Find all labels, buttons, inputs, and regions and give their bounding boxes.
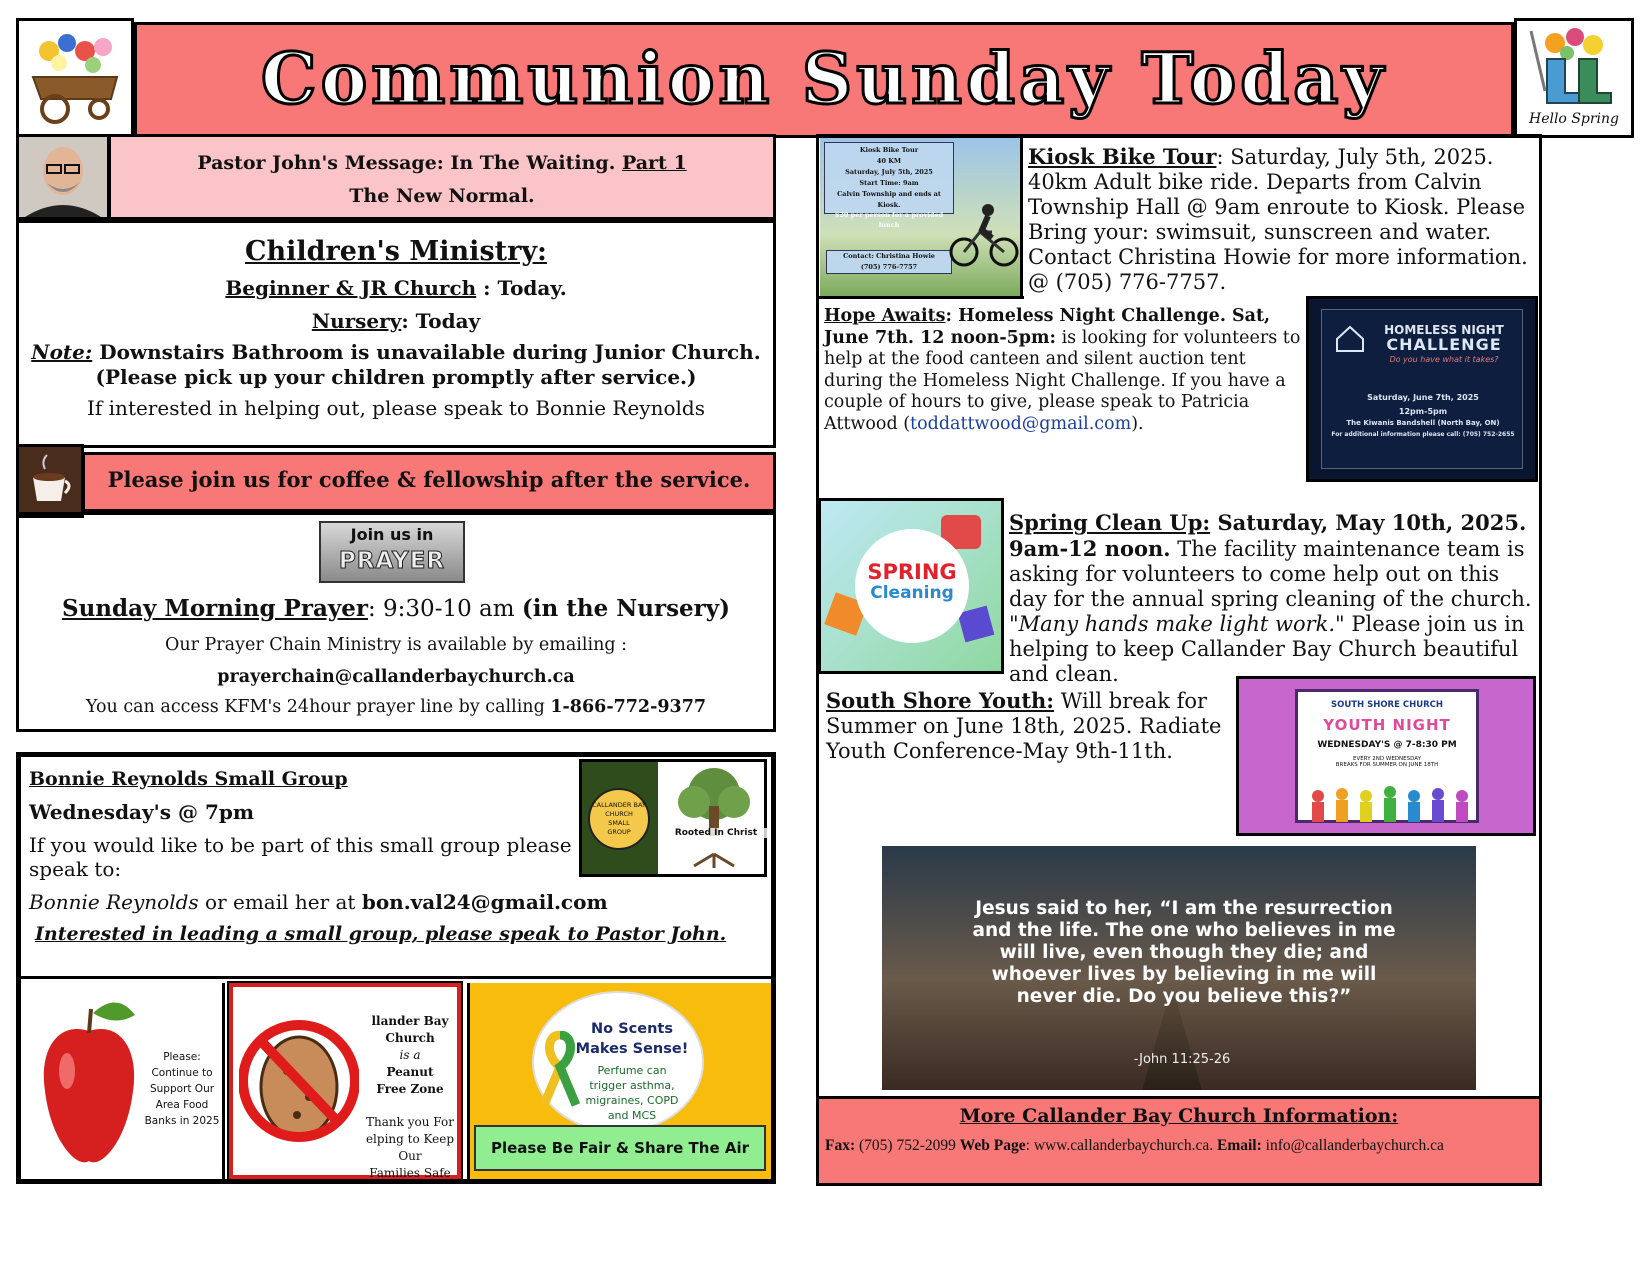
childrens-ministry-box: [16, 220, 776, 448]
fax-label: Fax:: [825, 1137, 856, 1154]
hope-text: [824, 306, 1306, 435]
tree-caption: Rooted In Christ: [664, 828, 768, 838]
kiosk-divider-bottom: [816, 296, 1024, 299]
kiosk-poster-line-5: Calvin Township and ends at Kiosk.: [837, 190, 941, 209]
food-bank-line-1: Please:: [163, 1051, 201, 1063]
peanut-free-panel: [229, 983, 461, 1179]
no-scents-body: [564, 1063, 700, 1123]
no-scents-line-1: Perfume can: [597, 1064, 667, 1077]
prayer-chain-text: Our Prayer Chain Ministry is available by emailing :: [164, 635, 628, 655]
bible-verse-image: [882, 846, 1476, 1090]
pastor-photo: [16, 134, 110, 220]
join-prayer-badge-bottom: PRAYER: [338, 548, 446, 574]
kiosk-title: Kiosk Bike Tour: [1028, 144, 1217, 169]
prayer-time: : 9:30-10 am: [367, 596, 522, 622]
hope-title: Hope Awaits: [824, 306, 946, 326]
small-group-leading: Interested in leading a small group, please speak to Pastor John.: [35, 923, 727, 945]
badge-line-4: GROUP: [607, 828, 631, 836]
small-group-graphic: [579, 759, 767, 877]
hope-email-link[interactable]: toddattwood@gmail.com: [910, 413, 1132, 434]
spring-cleaning-graphic: [818, 498, 1004, 674]
page-title: Communion Sunday Today: [260, 37, 1388, 120]
youth-text: [826, 688, 1230, 764]
coffee-photo: [16, 444, 84, 518]
food-bank-line-2: Continue to: [151, 1067, 213, 1079]
kiosk-poster-line-3: Saturday, July 5th, 2025: [845, 168, 933, 176]
kiosk-poster-line-4: Start Time: 9am: [859, 179, 919, 187]
youth-title: South Shore Youth:: [826, 688, 1055, 713]
badge-line-3: SMALL: [608, 819, 630, 827]
youth-poster-title: YOUTH NIGHT: [1323, 716, 1451, 734]
homeless-poster-title-2: CHALLENGE: [1386, 335, 1502, 354]
spring-cleaning-circle: [855, 529, 969, 643]
childrens-help-text: If interested in helping out, please speak to Bonnie Reynolds: [87, 396, 705, 420]
small-group-heading: Bonnie Reynolds Small Group: [29, 768, 348, 790]
small-group-inner: [21, 757, 771, 979]
hello-spring-caption: Hello Spring: [1528, 111, 1620, 127]
email-address[interactable]: info@callanderbaychurch.ca: [1261, 1137, 1444, 1154]
small-group-contact-mid: or email her at: [198, 890, 362, 914]
food-bank-text: [141, 1049, 223, 1129]
spring-body: The facility maintenance team is asking for volunteers to come help out on this day for the annual spring cleaning of the church.: [1009, 537, 1532, 611]
join-prayer-badge: [319, 521, 465, 583]
note-text: Downstairs Bathroom is unavailable during Junior Church.: [92, 340, 761, 364]
nursery-label: Nursery: [311, 309, 402, 333]
pastor-message-subtitle: The New Normal.: [349, 185, 535, 207]
kfm-text: You can access KFM's 24hour prayer line by calling: [85, 697, 551, 717]
badge-line-1: CALLANDER BAY: [592, 801, 646, 809]
peanut-text: [359, 1013, 461, 1182]
title-banner: [134, 22, 1514, 138]
youth-poster-when: WEDNESDAY'S @ 7-8:30 PM: [1317, 740, 1457, 750]
peanut-line-4: Free Zone: [376, 1082, 444, 1096]
house-icon: [1333, 321, 1367, 355]
peanut-line-5: Thank you For: [366, 1115, 454, 1129]
beginner-value: : Today.: [476, 276, 567, 300]
homeless-poster-info: For additional information please call: (705) 752-2655: [1331, 431, 1515, 438]
bible-verse-text: Jesus said to her, “I am the resurrection and the life. The one who believes in me will live, even though they die; and whoever lives by believing in me will never die. Do you believe this?”: [972, 898, 1396, 1007]
church-info-line: [825, 1135, 1539, 1157]
kfm-phone: 1-866-772-9377: [550, 697, 707, 717]
prayer-chain-email: prayerchain@callanderbaychurch.ca: [217, 667, 575, 687]
spring-graphic-bottom: Cleaning: [870, 583, 954, 603]
web-label: Web Page: [959, 1137, 1026, 1154]
kiosk-poster-text: [824, 142, 954, 214]
kiosk-poster-line-1: Kiosk Bike Tour: [859, 146, 919, 154]
small-group-invite: If you would like to be part of this small group please speak to:: [29, 833, 572, 881]
prayer-box: [16, 512, 776, 732]
beginner-label: Beginner & JR Church: [225, 276, 477, 300]
nursery-value: : Today: [401, 309, 481, 333]
youth-poster-church: SOUTH SHORE CHURCH: [1330, 700, 1444, 710]
kiosk-poster-price: $20 per person for a provided lunch: [834, 211, 944, 229]
food-bank-line-4: Area Food: [155, 1099, 209, 1111]
childrens-ministry-heading: Children's Ministry:: [245, 236, 547, 267]
apple-icon: [37, 991, 141, 1171]
homeless-poster-tag: Do you have what it takes?: [1389, 355, 1499, 364]
no-scents-panel: [467, 983, 771, 1179]
peanut-line-1: llander Bay Church: [371, 1014, 449, 1045]
peanut-line-2: is a: [399, 1048, 421, 1062]
prayer-location: (in the Nursery): [521, 595, 731, 622]
youth-body: Will break for Summer on June 18th, 2025. Radiate Youth Conference-May 9th-11th.: [826, 689, 1222, 763]
homeless-challenge-poster: [1306, 296, 1538, 482]
homeless-poster-time: 12pm-5pm: [1398, 407, 1448, 416]
peanut-line-7: Families Safe: [369, 1166, 451, 1180]
hope-body: is looking for volunteers to help at the food canteen and silent auction tent during the Homeless Night Challenge. If you have a couple of hours to give, please speak to Patricia Attwood (: [824, 327, 1301, 434]
no-scents-line-3: migraines, COPD: [585, 1094, 679, 1107]
fax-number: (705) 752-2099: [855, 1137, 960, 1154]
kiosk-poster-line-2: 40 KM: [876, 157, 902, 165]
spring-time: 9am-12 noon.: [1009, 536, 1171, 561]
cyclist-icon: [948, 198, 1020, 270]
youth-night-poster: [1295, 689, 1479, 823]
join-prayer-badge-top: Join us in: [350, 525, 434, 544]
youth-poster-breaks: BREAKS FOR SUMMER ON JUNE 18TH: [1335, 762, 1439, 768]
small-group-contact-name: Bonnie Reynolds: [29, 890, 199, 914]
no-scents-circle: [532, 991, 704, 1133]
pastor-message-title: Pastor John's Message: In The Waiting.: [197, 152, 616, 174]
hope-headline: : Homeless Night Challenge. Sat, June 7th. 12 noon-5pm:: [824, 306, 1271, 348]
prayer-heading: Sunday Morning Prayer: [61, 595, 368, 622]
badge-line-2: CHURCH: [605, 810, 633, 818]
no-scents-title-1: No Scents: [591, 1021, 673, 1037]
kiosk-poster-contact-2: (705) 776-7757: [860, 263, 918, 271]
homeless-poster-title-1: HOMELESS NIGHT: [1384, 323, 1504, 337]
homeless-poster-place: The Kiwanis Bandshell (North Bay, ON): [1346, 419, 1500, 427]
homeless-poster-date: Saturday, June 7th, 2025: [1367, 393, 1479, 402]
kiosk-divider: [1020, 134, 1023, 298]
youth-crowd-icon: [1306, 782, 1474, 822]
no-scents-title-2: Makes Sense!: [575, 1041, 689, 1057]
pastor-message-box: [108, 134, 776, 220]
share-the-air-text: Please Be Fair & Share The Air: [491, 1139, 749, 1157]
spring-date: Saturday, May 10th, 2025.: [1210, 510, 1527, 535]
spring-body-2: Please join us in helping to keep Callander Bay Church beautiful and clean.: [1009, 612, 1525, 686]
spring-boots-icon: [1517, 21, 1631, 107]
coffee-banner: [82, 452, 776, 512]
tree-icon: [664, 766, 764, 870]
no-scents-line-4: and MCS: [607, 1109, 657, 1122]
flower-cart-icon: [19, 21, 131, 135]
peanut-line-3: Peanut: [386, 1065, 434, 1079]
small-group-badge: [588, 788, 650, 850]
right-header-image-frame: [1514, 18, 1634, 138]
small-group-box: [16, 752, 776, 1184]
spring-title: Spring Clean Up:: [1009, 510, 1211, 535]
no-scents-line-2: trigger asthma,: [589, 1079, 675, 1092]
email-label: Email:: [1217, 1137, 1262, 1154]
spring-quote: "Many hands make light work.": [1009, 612, 1345, 636]
church-info-heading: More Callander Bay Church Information:: [959, 1105, 1399, 1127]
small-group-contact-email: bon.val24@gmail.com: [361, 890, 608, 914]
food-bank-line-5: Banks in 2025: [144, 1115, 220, 1127]
kiosk-poster-contact: [826, 250, 952, 274]
church-info-box: [816, 1096, 1542, 1186]
spring-graphic-top: SPRING: [867, 560, 957, 584]
kiosk-body: : Saturday, July 5th, 2025. 40km Adult bike ride. Departs from Calvin Township Hall @ 9am enroute to Kiosk. Please Bring your: swimsuit, sunscreen and water. Contact Christina Howie for more information. @ (705) 776-7757.: [1028, 145, 1528, 294]
note-label: Note:: [31, 340, 93, 364]
coffee-text: Please join us for coffee & fellowship after the service.: [107, 467, 751, 492]
pastor-message-part: Part 1: [621, 152, 687, 174]
food-bank-panel: [23, 983, 225, 1179]
left-header-image-frame: [16, 18, 134, 138]
peanut-line-6: elping to Keep Our: [365, 1132, 455, 1163]
kiosk-text: [1028, 144, 1536, 295]
spring-text: [1009, 510, 1537, 687]
pastor-avatar-icon: [19, 137, 107, 217]
kiosk-poster-contact-1: Contact: Christina Howie: [843, 252, 935, 260]
youth-night-poster-frame: [1236, 676, 1536, 836]
food-bank-line-3: Support Our: [149, 1083, 215, 1095]
web-url[interactable]: : www.callanderbaychurch.ca.: [1025, 1137, 1217, 1154]
note-text-2: (Please pick up your children promptly after service.): [95, 365, 697, 389]
no-peanut-icon: [239, 999, 359, 1163]
coffee-cup-icon: [19, 447, 81, 515]
share-the-air-banner: [474, 1125, 766, 1171]
hope-close: ).: [1131, 413, 1144, 434]
youth-poster-every: EVERY 2ND WEDNESDAY: [1353, 756, 1421, 762]
kiosk-poster: [820, 138, 1020, 298]
bible-verse-reference: -John 11:25-26: [1133, 1052, 1231, 1067]
small-group-when: Wednesday's @ 7pm: [29, 800, 254, 824]
